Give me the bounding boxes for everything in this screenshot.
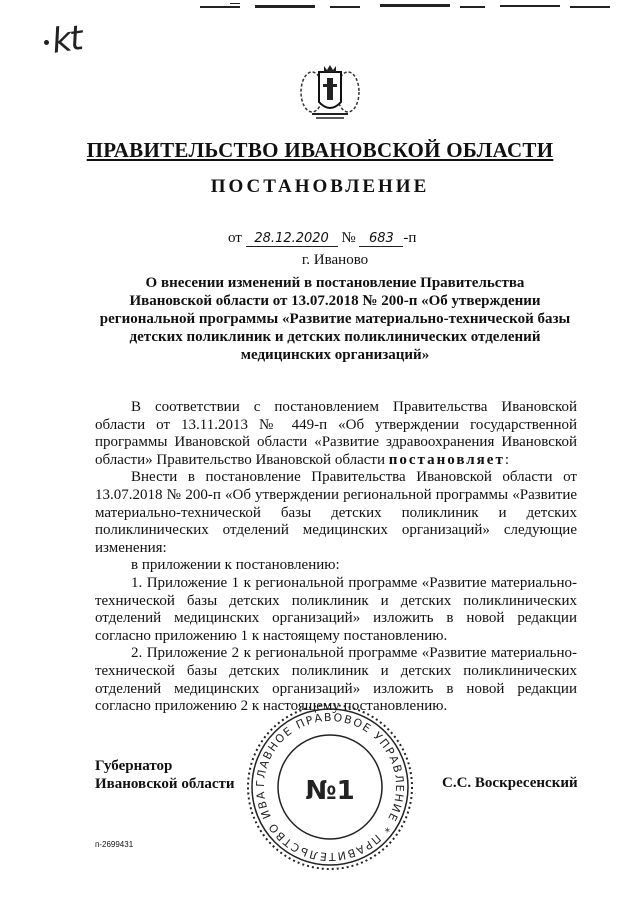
official-seal — [245, 702, 415, 872]
paragraph-annex: в приложении к постановлению: — [131, 557, 340, 574]
seal-center: №1 — [305, 776, 355, 806]
from-label: от — [228, 230, 242, 246]
title-line: Ивановской области от 13.07.2018 № 200-п «Об утверждении — [129, 293, 541, 309]
date-number-line — [228, 230, 416, 247]
number-suffix: -п — [403, 230, 417, 246]
signatory-name: С.С. Воскресенский — [442, 775, 578, 791]
decree-number: 683 — [359, 231, 403, 247]
seal-ring-text: ГЛАВНОЕ ПРАВОВОЕ УПРАВЛЕНИЕ * ПРАВИТЕЛЬСТВО ИВА — [253, 710, 407, 864]
title-line: медицинских организаций» — [240, 347, 430, 363]
decree-date: 28.12.2020 — [246, 231, 338, 247]
document-code: п-2699431 — [95, 840, 134, 849]
coat-of-arms-emblem — [298, 62, 362, 124]
paragraph-item-1: 1. Приложение 1 к региональной программе «Развитие материально-технической базы детских поликлиник и детских поликлинических отделений медицинских организаций» изложить в новой редакции согласно приложению 1 к настоящему постановлению. — [95, 574, 577, 644]
scan-artifact-top — [0, 0, 640, 14]
decree-body — [95, 399, 577, 716]
paragraph-amend: Внести в постановление Правительства Ивановской области от 13.07.2018 № 200-п «Об утверждении региональной программы «Развитие материально-технической базы детских поликлиник и детских поликлинических отделений медицинских организаций» следующие изменения: — [95, 469, 577, 556]
paragraph-preamble — [95, 399, 577, 469]
decree-title — [90, 274, 580, 364]
signatory-position — [95, 757, 235, 793]
title-line: региональной программы «Развитие материально-технической базы — [99, 311, 571, 327]
ink-dot — [44, 40, 49, 45]
paragraph-item-2: 2. Приложение 2 к региональной программе «Развитие материально-технической базы детских поликлиник и детских поликлинических отделений медицинских организаций» изложить в новой редакции согласно приложению 2 к настоящему постановлению. — [95, 645, 577, 715]
position-line-1: Губернатор — [95, 758, 173, 774]
decree-keyword: постановляет — [388, 451, 505, 468]
title-line: детских поликлиник и детских поликлинических отделений — [129, 329, 541, 345]
government-title: ПРАВИТЕЛЬСТВО ИВАНОВСКОЙ ОБЛАСТИ — [86, 138, 554, 162]
handwritten-mark: kt — [49, 18, 84, 62]
preamble-text: В соответствии с постановлением Правительства Ивановской области от 13.11.2013 № 449-п «Об утверждении государственной программы Ивановской области «Развитие здравоохранения Ивановской области» Правительство Ивановской области — [95, 399, 577, 468]
title-line: О внесении изменений в постановление Правительства — [145, 275, 525, 291]
number-label: № — [341, 230, 356, 246]
document-type: ПОСТАНОВЛЕНИЕ — [210, 176, 430, 197]
preamble-end: : — [504, 451, 509, 468]
city: г. Иваново — [301, 252, 369, 268]
position-line-2: Ивановской области — [95, 776, 235, 792]
